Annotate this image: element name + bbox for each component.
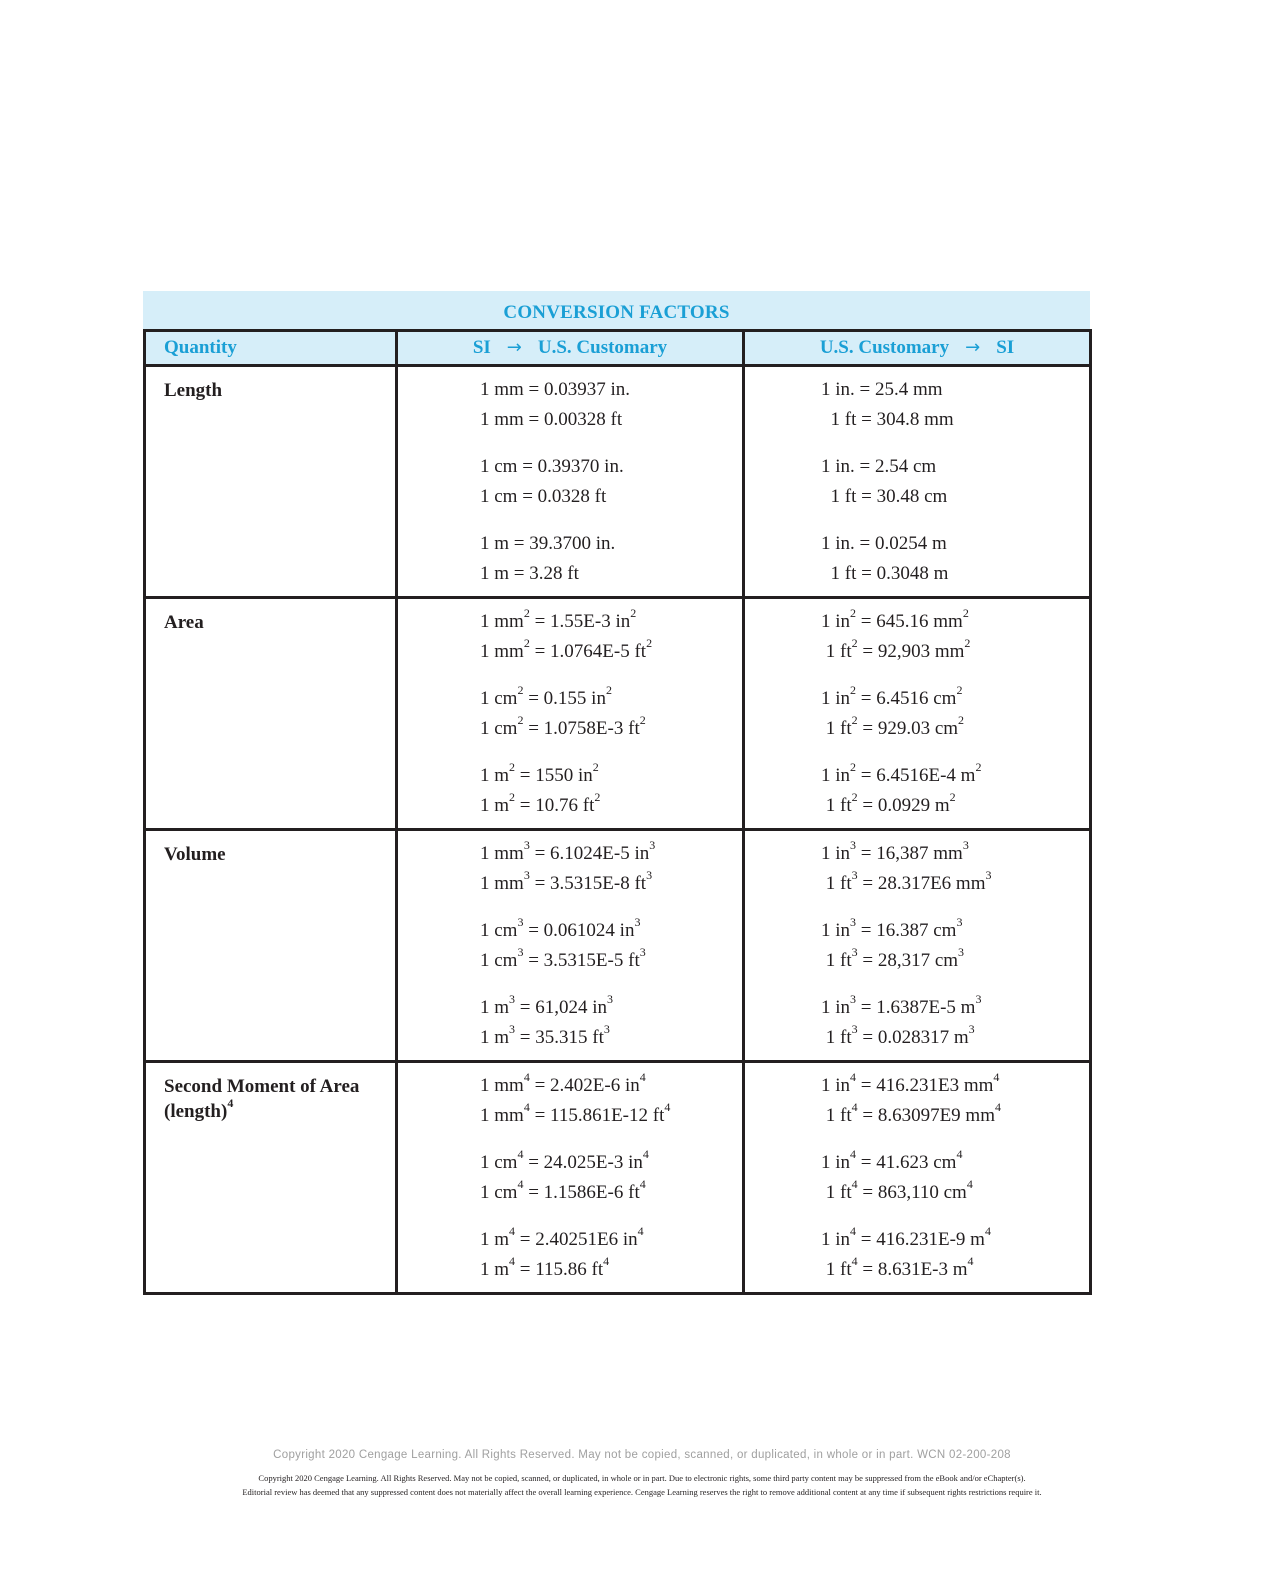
exponent: 4 [227, 1095, 234, 1110]
exponent: 2 [605, 682, 612, 697]
exponent: 3 [517, 944, 524, 959]
exponent: 3 [639, 944, 646, 959]
conversion-line [821, 714, 1089, 744]
conversion-text: = 1.0758E-3 ft [523, 718, 640, 739]
conversion-group [480, 899, 742, 976]
conversion-text: = 6.4516 cm [856, 688, 957, 709]
header-si-to: U.S. Customary [537, 337, 668, 358]
right-arrow-icon: → [506, 337, 522, 358]
conversion-text: 1 m = 3.28 ft [480, 563, 579, 584]
exponent: 4 [850, 1069, 857, 1084]
exponent: 2 [850, 759, 857, 774]
conversion-text: = 6.4516E-4 m [856, 765, 976, 786]
conversion-text: 1 m [480, 1229, 510, 1250]
conversion-group [480, 744, 742, 828]
header-si-to-us [397, 331, 744, 366]
conversion-text: = 1550 in [515, 765, 593, 786]
conversion-text: = 10.76 ft [515, 795, 595, 816]
conversion-text: = 3.5315E-8 ft [529, 873, 647, 894]
conversion-text: 1 in [821, 920, 851, 941]
conversion-text: = 416.231E-9 m [856, 1229, 985, 1250]
conversion-line [821, 529, 1089, 559]
conversion-text: 1 cm [480, 920, 518, 941]
conversion-grid [143, 329, 1092, 1295]
exponent: 3 [523, 837, 530, 852]
conversion-text: 1 cm [480, 718, 518, 739]
conversion-text: = 8.631E-3 m [857, 1259, 968, 1280]
exponent: 4 [664, 1099, 671, 1114]
exponent: 4 [637, 1223, 644, 1238]
conversion-text: 1 cm [480, 1152, 518, 1173]
exponent: 4 [995, 1099, 1001, 1114]
table-row [145, 830, 1091, 1062]
exponent: 4 [956, 1146, 963, 1161]
conversion-text: 1 ft [821, 1105, 852, 1126]
exponent: 2 [509, 789, 516, 804]
conversion-text: = 929.03 cm [857, 718, 959, 739]
conversion-line [480, 916, 742, 946]
conversion-text: = 6.1024E-5 in [529, 843, 650, 864]
quantity-cell [145, 1062, 397, 1294]
conversion-text: = 28,317 cm [857, 950, 959, 971]
quantity-cell [145, 830, 397, 1062]
conversion-group [821, 744, 1089, 828]
exponent: 2 [851, 635, 858, 650]
si-conversions-cell [397, 366, 744, 598]
exponent: 3 [962, 837, 969, 852]
conversion-text: 1 ft [821, 641, 852, 662]
exponent: 3 [509, 991, 516, 1006]
header-us-to: SI [996, 337, 1015, 358]
conversion-line [480, 946, 742, 976]
quantity-cell [145, 366, 397, 598]
exponent: 4 [851, 1099, 858, 1114]
conversion-text: = 1.1586E-6 ft [523, 1182, 640, 1203]
conversion-line [480, 714, 742, 744]
conversion-text: 1 m [480, 997, 510, 1018]
si-conversions-cell [397, 830, 744, 1062]
exponent: 3 [634, 914, 641, 929]
conversion-text: 1 ft [821, 1027, 852, 1048]
conversion-line [821, 869, 1089, 899]
conversion-text: 1 cm = 0.0328 ft [480, 486, 607, 507]
conversion-text: = 2.402E-6 in [529, 1075, 640, 1096]
conversion-line [821, 637, 1089, 667]
conversion-group [821, 512, 1089, 596]
exponent: 2 [850, 605, 857, 620]
conversion-text: = 16,387 mm [856, 843, 963, 864]
conversion-text: 1 ft [821, 950, 852, 971]
header-us-from: U.S. Customary [819, 337, 950, 358]
exponent: 3 [968, 1021, 975, 1036]
conversion-text: 1 m [480, 1027, 510, 1048]
exponent: 2 [964, 635, 971, 650]
conversion-text: 1 mm [480, 873, 524, 894]
conversion-text: = 645.16 mm [856, 611, 963, 632]
conversion-group [821, 599, 1089, 667]
conversion-text: = 28.317E6 mm [857, 873, 986, 894]
conversion-text: 1 ft = 304.8 mm [821, 409, 954, 430]
quantity-label: Second Moment of Area [164, 1076, 360, 1097]
conversion-group [480, 512, 742, 596]
conversion-text: 1 m [480, 795, 510, 816]
exponent: 2 [975, 759, 982, 774]
exponent: 2 [517, 682, 524, 697]
conversion-text: 1 mm [480, 1075, 524, 1096]
conversion-text: 1 mm [480, 641, 524, 662]
conversion-line [821, 946, 1089, 976]
exponent: 3 [958, 944, 965, 959]
conversion-line [821, 684, 1089, 714]
copyright-line-2: Editorial review has deemed that any suppressed content does not materially affect the overall learning experience. Cengage Learning reserves the right to remove additional content at any time if subsequent rights restrictions require it. [242, 1487, 1042, 1497]
conversion-text: 1 in [821, 1152, 851, 1173]
exponent: 2 [958, 712, 965, 727]
conversion-line [480, 405, 742, 435]
conversion-group [821, 1131, 1089, 1208]
us-conversions-cell [744, 1062, 1091, 1294]
conversion-text: 1 in [821, 611, 851, 632]
exponent: 4 [851, 1253, 858, 1268]
conversion-line [821, 607, 1089, 637]
conversion-line [821, 916, 1089, 946]
conversion-group [821, 367, 1089, 435]
exponent: 4 [966, 1176, 973, 1191]
exponent: 2 [949, 789, 956, 804]
conversion-text: 1 m [480, 1259, 510, 1280]
conversion-line [480, 993, 742, 1023]
conversion-group [480, 435, 742, 512]
conversion-text: = 0.061024 in [523, 920, 635, 941]
si-conversions-cell [397, 598, 744, 830]
exponent: 4 [603, 1253, 610, 1268]
conversion-text: 1 in [821, 765, 851, 786]
exponent: 4 [850, 1223, 857, 1238]
conversion-line [821, 1255, 1089, 1285]
conversion-group [821, 435, 1089, 512]
conversion-text: 1 in. = 2.54 cm [821, 456, 937, 477]
conversion-group [480, 976, 742, 1060]
header-quantity: Quantity [145, 331, 397, 366]
exponent: 4 [517, 1176, 524, 1191]
exponent: 4 [851, 1176, 858, 1191]
conversion-factors-table [143, 291, 1090, 1295]
conversion-line [480, 1225, 742, 1255]
header-si-from: SI [472, 337, 491, 358]
conversion-text: 1 ft [821, 795, 852, 816]
conversion-line [480, 559, 742, 589]
conversion-text: = 0.0929 m [857, 795, 950, 816]
conversion-line [480, 452, 742, 482]
conversion-line [480, 1148, 742, 1178]
conversion-text: = 115.861E-12 ft [529, 1105, 665, 1126]
conversion-text: 1 ft = 30.48 cm [821, 486, 948, 507]
table-title: CONVERSION FACTORS [143, 291, 1090, 329]
exponent: 2 [630, 605, 637, 620]
conversion-line [821, 1101, 1089, 1131]
conversion-text: 1 mm [480, 843, 524, 864]
exponent: 3 [523, 867, 530, 882]
conversion-line [821, 559, 1089, 589]
exponent: 3 [975, 991, 982, 1006]
conversion-text: 1 in [821, 1229, 851, 1250]
conversion-group [480, 667, 742, 744]
exponent: 4 [993, 1069, 1000, 1084]
conversion-text: 1 in. = 25.4 mm [821, 379, 943, 400]
conversion-line [821, 761, 1089, 791]
exponent: 3 [850, 837, 857, 852]
quantity-label-text: (length) [164, 1101, 228, 1122]
conversion-line [480, 839, 742, 869]
conversion-text: = 863,110 cm [857, 1182, 967, 1203]
exponent: 3 [603, 1021, 610, 1036]
conversion-line [480, 869, 742, 899]
conversion-text: = 0.028317 m [857, 1027, 969, 1048]
conversion-text: = 115.86 ft [515, 1259, 604, 1280]
header-row [145, 331, 1091, 366]
conversion-line [480, 761, 742, 791]
copyright-watermark: Copyright 2020 Cengage Learning. All Rights Reserved. May not be copied, scanned, or duplicated, in whole or in part. WCN 02-200-208 [273, 1449, 1011, 1461]
exponent: 2 [646, 635, 653, 650]
conversion-line [821, 839, 1089, 869]
quantity-label: Volume [164, 844, 226, 865]
exponent: 2 [594, 789, 601, 804]
quantity-label: Length [164, 380, 223, 401]
conversion-text: 1 in. = 0.0254 m [821, 533, 947, 554]
conversion-line [480, 791, 742, 821]
conversion-group [480, 367, 742, 435]
exponent: 3 [985, 867, 992, 882]
conversion-text: = 2.40251E6 in [515, 1229, 638, 1250]
conversion-line [480, 1023, 742, 1053]
table-body [145, 366, 1091, 1294]
conversion-text: 1 ft [821, 1182, 852, 1203]
conversion-line [821, 993, 1089, 1023]
conversion-line [821, 1071, 1089, 1101]
quantity-label-line2 [164, 1095, 395, 1124]
exponent: 3 [850, 991, 857, 1006]
exponent: 3 [649, 837, 656, 852]
exponent: 4 [984, 1223, 991, 1238]
exponent: 4 [523, 1069, 530, 1084]
conversion-text: = 24.025E-3 in [523, 1152, 643, 1173]
conversion-line [480, 637, 742, 667]
exponent: 2 [523, 635, 530, 650]
conversion-line [821, 1178, 1089, 1208]
exponent: 4 [509, 1223, 516, 1238]
conversion-line [480, 1101, 742, 1131]
conversion-text: 1 m = 39.3700 in. [480, 533, 616, 554]
conversion-line [480, 375, 742, 405]
header-us-to-si [744, 331, 1091, 366]
conversion-text: = 92,903 mm [857, 641, 965, 662]
conversion-group [821, 976, 1089, 1060]
conversion-text: = 1.55E-3 in [529, 611, 631, 632]
table-row [145, 598, 1091, 830]
conversion-group [821, 1063, 1089, 1131]
conversion-line [821, 482, 1089, 512]
conversion-line [821, 1148, 1089, 1178]
conversion-text: 1 ft [821, 718, 852, 739]
conversion-text: 1 in [821, 843, 851, 864]
exponent: 3 [851, 944, 858, 959]
exponent: 3 [607, 991, 614, 1006]
exponent: 3 [517, 914, 524, 929]
copyright-notice [0, 1471, 1284, 1499]
conversion-text: 1 mm = 0.03937 in. [480, 379, 631, 400]
conversion-text: 1 in [821, 1075, 851, 1096]
conversion-text: 1 ft [821, 1259, 852, 1280]
conversion-text: = 1.6387E-5 m [856, 997, 976, 1018]
exponent: 2 [509, 759, 516, 774]
exponent: 2 [962, 605, 969, 620]
conversion-text: = 3.5315E-5 ft [523, 950, 640, 971]
conversion-group [821, 831, 1089, 899]
si-conversions-cell [397, 1062, 744, 1294]
conversion-group [480, 1131, 742, 1208]
conversion-text: 1 in [821, 997, 851, 1018]
exponent: 3 [509, 1021, 516, 1036]
exponent: 2 [851, 712, 858, 727]
exponent: 3 [646, 867, 653, 882]
conversion-text: 1 cm = 0.39370 in. [480, 456, 624, 477]
conversion-line [821, 1023, 1089, 1053]
conversion-line [480, 1178, 742, 1208]
conversion-line [480, 1071, 742, 1101]
right-arrow-icon: → [965, 337, 981, 358]
conversion-text: = 61,024 in [515, 997, 608, 1018]
conversion-text: = 8.63097E9 mm [857, 1105, 995, 1126]
conversion-group [821, 667, 1089, 744]
conversion-group [821, 1208, 1089, 1292]
conversion-text: = 16.387 cm [856, 920, 957, 941]
conversion-text: = 41.623 cm [856, 1152, 957, 1173]
exponent: 2 [956, 682, 963, 697]
exponent: 2 [851, 789, 858, 804]
conversion-text: 1 ft = 0.3048 m [821, 563, 949, 584]
exponent: 2 [639, 712, 646, 727]
exponent: 4 [642, 1146, 649, 1161]
conversion-line [480, 607, 742, 637]
us-conversions-cell [744, 366, 1091, 598]
exponent: 4 [967, 1253, 974, 1268]
conversion-text: 1 mm = 0.00328 ft [480, 409, 623, 430]
exponent: 3 [851, 1021, 858, 1036]
conversion-text: = 0.155 in [523, 688, 606, 709]
exponent: 2 [850, 682, 857, 697]
conversion-group [480, 1063, 742, 1131]
conversion-line [480, 1255, 742, 1285]
conversion-text: = 416.231E3 mm [856, 1075, 994, 1096]
conversion-text: = 35.315 ft [515, 1027, 604, 1048]
conversion-group [480, 831, 742, 899]
conversion-line [821, 375, 1089, 405]
conversion-text: 1 cm [480, 950, 518, 971]
conversion-line [821, 791, 1089, 821]
exponent: 4 [517, 1146, 524, 1161]
exponent: 4 [639, 1069, 646, 1084]
conversion-line [821, 452, 1089, 482]
conversion-text: 1 cm [480, 688, 518, 709]
conversion-line [480, 482, 742, 512]
exponent: 4 [509, 1253, 516, 1268]
exponent: 2 [592, 759, 599, 774]
exponent: 4 [523, 1099, 530, 1114]
table-row [145, 366, 1091, 598]
conversion-group [480, 599, 742, 667]
conversion-line [480, 684, 742, 714]
conversion-text: 1 mm [480, 1105, 524, 1126]
exponent: 2 [517, 712, 524, 727]
conversion-text: = 1.0764E-5 ft [529, 641, 647, 662]
conversion-line [821, 1225, 1089, 1255]
conversion-line [480, 529, 742, 559]
table-row [145, 1062, 1091, 1294]
conversion-line [821, 405, 1089, 435]
conversion-text: 1 in [821, 688, 851, 709]
quantity-cell [145, 598, 397, 830]
conversion-group [821, 899, 1089, 976]
conversion-text: 1 ft [821, 873, 852, 894]
conversion-text: 1 mm [480, 611, 524, 632]
conversion-group [480, 1208, 742, 1292]
exponent: 4 [639, 1176, 646, 1191]
conversion-text: 1 m [480, 765, 510, 786]
us-conversions-cell [744, 598, 1091, 830]
exponent: 3 [850, 914, 857, 929]
copyright-line-1: Copyright 2020 Cengage Learning. All Rights Reserved. May not be copied, scanned, or duplicated, in whole or in part. Due to electronic rights, some third party content may be suppressed from the eBook and/or eChapter(s). [258, 1473, 1026, 1483]
exponent: 2 [523, 605, 530, 620]
exponent: 3 [851, 867, 858, 882]
quantity-label: Area [164, 612, 204, 633]
conversion-text: 1 cm [480, 1182, 518, 1203]
exponent: 3 [956, 914, 963, 929]
us-conversions-cell [744, 830, 1091, 1062]
exponent: 4 [850, 1146, 857, 1161]
